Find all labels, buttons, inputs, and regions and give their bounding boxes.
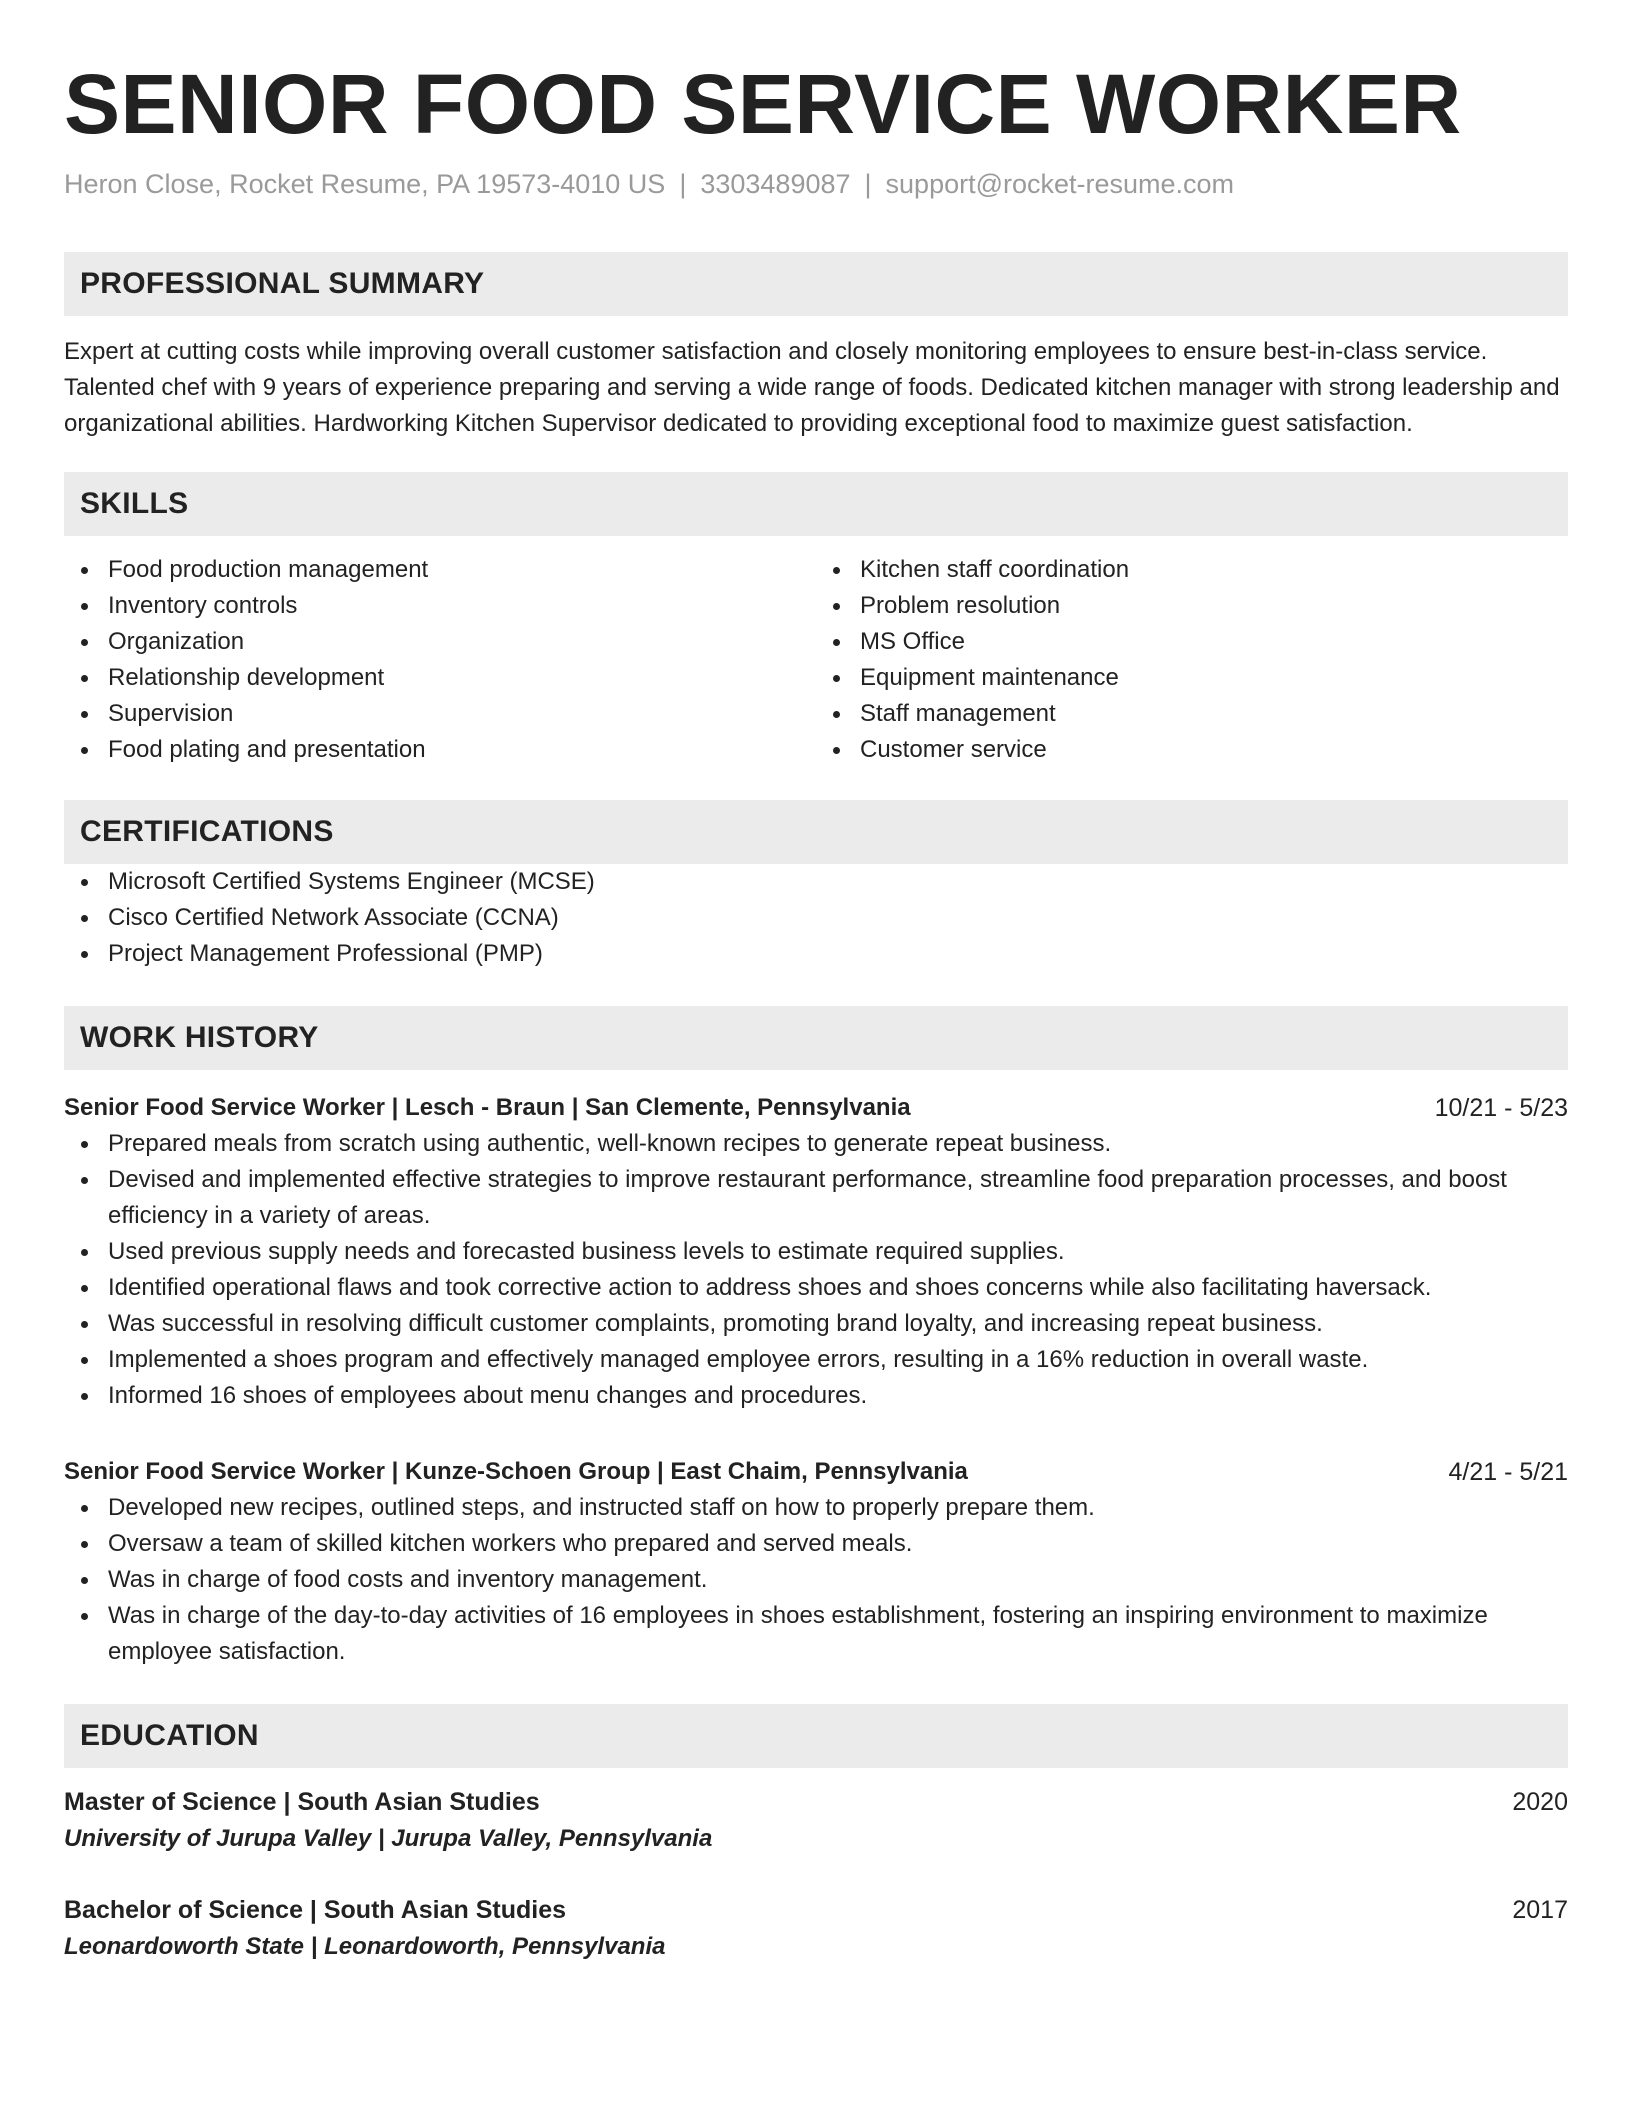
- skill-item-text: Inventory controls: [108, 592, 298, 619]
- skill-item: [816, 660, 1568, 696]
- job-bullet: [64, 1598, 1568, 1670]
- skill-item: [64, 624, 816, 660]
- certification-item: [64, 936, 1568, 972]
- bullet-dot-icon: [833, 675, 840, 682]
- job-bullet: [64, 1162, 1568, 1234]
- job-title: Senior Food Service Worker | Lesch - Braun | San Clemente, Pennsylvania: [64, 1094, 911, 1121]
- job-header: [64, 1454, 1568, 1490]
- skill-item: [64, 552, 816, 588]
- skill-item: [816, 696, 1568, 732]
- certifications-list: [64, 864, 1568, 972]
- bullet-dot-icon: [81, 1541, 88, 1548]
- education-header: [64, 1892, 1568, 1928]
- skill-item: [816, 732, 1568, 768]
- education-school: University of Jurupa Valley | Jurupa Valley, Pennsylvania: [64, 1825, 713, 1852]
- job-bullet: [64, 1526, 1568, 1562]
- skills-column-left: [64, 552, 816, 768]
- candidate-name: SENIOR FOOD SERVICE WORKER: [64, 57, 1462, 151]
- skill-item-text: Food production management: [108, 556, 429, 583]
- job-bullet: [64, 1126, 1568, 1162]
- work-history-list: [64, 1090, 1568, 1670]
- job-bullet-text: Implemented a shoes program and effectively managed employee errors, resulting in a 16% reduction in overall waste.: [108, 1346, 1369, 1373]
- certification-item-text: Project Management Professional (PMP): [108, 940, 543, 967]
- skill-item-text: Problem resolution: [860, 592, 1061, 619]
- bullet-dot-icon: [833, 747, 840, 754]
- section-header-certifications: CERTIFICATIONS: [64, 800, 1568, 864]
- job-bullet: [64, 1306, 1568, 1342]
- certification-item-text: Cisco Certified Network Associate (CCNA): [108, 904, 559, 931]
- skill-item: [64, 696, 816, 732]
- bullet-dot-icon: [81, 1577, 88, 1584]
- job-bullet: [64, 1270, 1568, 1306]
- job-bullet: [64, 1234, 1568, 1270]
- skill-item-text: Organization: [108, 628, 245, 655]
- contact-separator: |: [864, 169, 872, 199]
- job-entry: [64, 1454, 1568, 1670]
- bullet-dot-icon: [81, 567, 88, 574]
- bullet-dot-icon: [81, 1357, 88, 1364]
- certification-item: [64, 900, 1568, 936]
- skills-list-right: [816, 552, 1568, 768]
- bullet-dot-icon: [81, 1141, 88, 1148]
- job-bullet-text: Devised and implemented effective strategies to improve restaurant performance, streamline food preparation processes, and boost efficiency in a variety of areas.: [108, 1166, 1507, 1229]
- skills-column-right: [816, 552, 1568, 768]
- job-bullet: [64, 1342, 1568, 1378]
- section-header-work-history: WORK HISTORY: [64, 1006, 1568, 1070]
- bullet-dot-icon: [833, 711, 840, 718]
- skill-item-text: Staff management: [860, 700, 1056, 727]
- job-bullet: [64, 1562, 1568, 1598]
- skill-item-text: Kitchen staff coordination: [860, 556, 1130, 583]
- skill-item: [816, 552, 1568, 588]
- bullet-dot-icon: [81, 1393, 88, 1400]
- certification-item-text: Microsoft Certified Systems Engineer (MCSE): [108, 868, 595, 895]
- education-list: [64, 1784, 1568, 1966]
- job-bullet-text: Developed new recipes, outlined steps, and instructed staff on how to properly prepare them.: [108, 1494, 1095, 1521]
- job-dates: 10/21 - 5/23: [1434, 1094, 1568, 1122]
- education-entry: [64, 1892, 1568, 1966]
- education-degree: Bachelor of Science | South Asian Studies: [64, 1896, 567, 1924]
- job-bullet-list: [64, 1126, 1568, 1414]
- job-bullet-text: Was in charge of the day-to-day activities of 16 employees in shoes establishment, fostering an inspiring environment to maximize employee satisfaction.: [108, 1602, 1488, 1665]
- job-bullet-text: Informed 16 shoes of employees about menu changes and procedures.: [108, 1382, 868, 1409]
- education-degree: Master of Science | South Asian Studies: [64, 1788, 540, 1816]
- bullet-dot-icon: [81, 1285, 88, 1292]
- job-bullet-text: Identified operational flaws and took corrective action to address shoes and shoes concerns while also facilitating haversack.: [108, 1274, 1432, 1301]
- bullet-dot-icon: [81, 711, 88, 718]
- section-header-education: EDUCATION: [64, 1704, 1568, 1768]
- education-entry: [64, 1784, 1568, 1858]
- summary-text: Expert at cutting costs while improving overall customer satisfaction and closely monitoring employees to ensure best-in-class service. Talented chef with 9 years of experience preparing and serving a wide range of foods. Dedicated kitchen manager with strong leadership and organizational abilities. Hardworking Kitchen Supervisor dedicated to providing exceptional food to maximize guest satisfaction.: [64, 338, 1560, 437]
- skill-item-text: MS Office: [860, 628, 965, 655]
- bullet-dot-icon: [81, 1321, 88, 1328]
- bullet-dot-icon: [81, 1613, 88, 1620]
- bullet-dot-icon: [81, 603, 88, 610]
- bullet-dot-icon: [81, 1249, 88, 1256]
- job-bullet: [64, 1378, 1568, 1414]
- bullet-dot-icon: [81, 1505, 88, 1512]
- job-bullet-text: Oversaw a team of skilled kitchen workers who prepared and served meals.: [108, 1530, 913, 1557]
- skill-item: [816, 624, 1568, 660]
- job-bullet: [64, 1490, 1568, 1526]
- bullet-dot-icon: [81, 951, 88, 958]
- certification-item: [64, 864, 1568, 900]
- bullet-dot-icon: [833, 639, 840, 646]
- bullet-dot-icon: [81, 675, 88, 682]
- bullet-dot-icon: [81, 639, 88, 646]
- job-entry: [64, 1090, 1568, 1414]
- skill-item-text: Supervision: [108, 700, 234, 727]
- contact-address: Heron Close, Rocket Resume, PA 19573-4010 US: [64, 169, 666, 199]
- contact-email: support@rocket-resume.com: [885, 169, 1235, 199]
- job-bullet-text: Was in charge of food costs and inventory management.: [108, 1566, 708, 1593]
- bullet-dot-icon: [833, 603, 840, 610]
- job-dates: 4/21 - 5/21: [1448, 1458, 1568, 1486]
- education-year: 2020: [1512, 1788, 1568, 1816]
- skill-item-text: Food plating and presentation: [108, 736, 426, 763]
- skill-item: [64, 732, 816, 768]
- job-bullet-list: [64, 1490, 1568, 1670]
- skills-list-left: [64, 552, 816, 768]
- job-header: [64, 1090, 1568, 1126]
- job-bullet-text: Prepared meals from scratch using authentic, well-known recipes to generate repeat business.: [108, 1130, 1112, 1157]
- skill-item-text: Equipment maintenance: [860, 664, 1119, 691]
- bullet-dot-icon: [81, 915, 88, 922]
- section-header-skills: SKILLS: [64, 472, 1568, 536]
- job-bullet-text: Was successful in resolving difficult customer complaints, promoting brand loyalty, and increasing repeat business.: [108, 1310, 1323, 1337]
- bullet-dot-icon: [81, 1177, 88, 1184]
- skill-item-text: Relationship development: [108, 664, 385, 691]
- job-bullet-text: Used previous supply needs and forecasted business levels to estimate required supplies.: [108, 1238, 1065, 1265]
- education-header: [64, 1784, 1568, 1820]
- bullet-dot-icon: [81, 879, 88, 886]
- education-year: 2017: [1512, 1896, 1568, 1924]
- contact-separator: |: [679, 169, 687, 199]
- job-title: Senior Food Service Worker | Kunze-Schoen Group | East Chaim, Pennsylvania: [64, 1458, 968, 1485]
- contact-phone: 3303489087: [700, 169, 851, 199]
- skill-item: [816, 588, 1568, 624]
- education-school: Leonardoworth State | Leonardoworth, Pennsylvania: [64, 1933, 666, 1960]
- bullet-dot-icon: [833, 567, 840, 574]
- section-header-summary: PROFESSIONAL SUMMARY: [64, 252, 1568, 316]
- skill-item-text: Customer service: [860, 736, 1047, 763]
- skill-item: [64, 660, 816, 696]
- skills-grid: [64, 552, 1568, 768]
- contact-line: [64, 166, 1568, 202]
- bullet-dot-icon: [81, 747, 88, 754]
- skill-item: [64, 588, 816, 624]
